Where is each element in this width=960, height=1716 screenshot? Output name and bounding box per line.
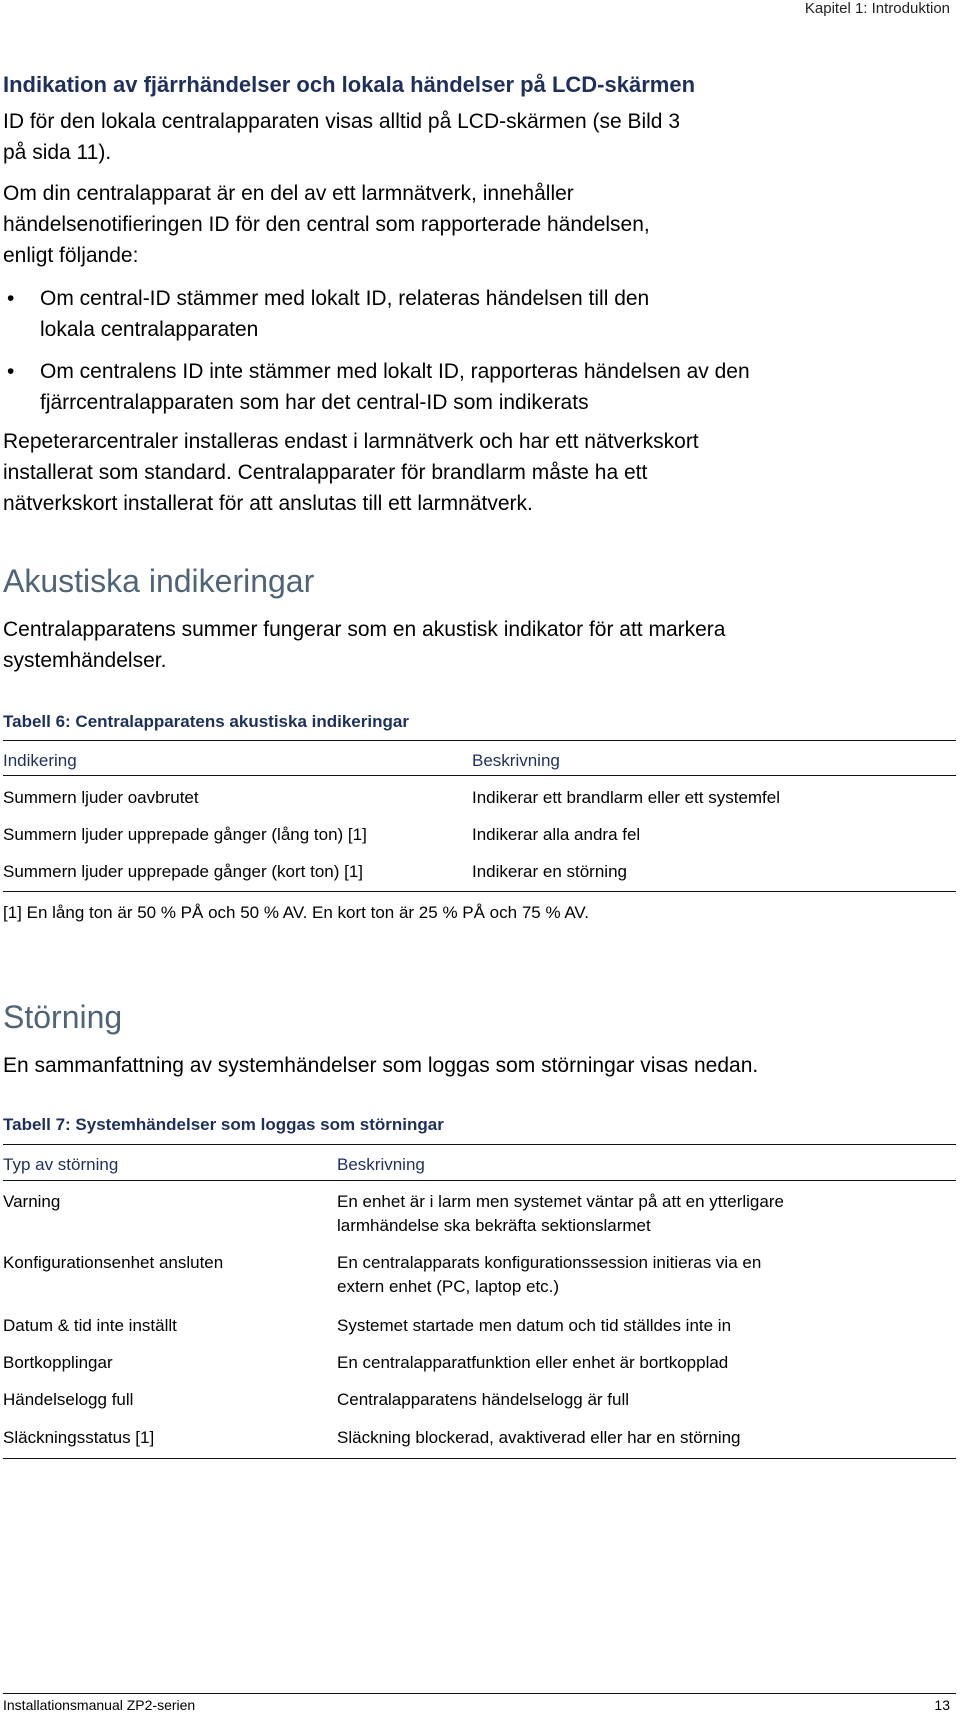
table-cell: Summern ljuder upprepade gånger (kort ton) [1] [3,862,364,881]
table-cell: Indikerar ett brandlarm eller ett systemfel [472,788,781,807]
table-cell: Systemet startade men datum och tid ställdes inte in [337,1316,732,1335]
column-header: Typ av störning [3,1155,119,1174]
table-cell: En centralapparats konfigurationssession initieras via en [337,1253,762,1272]
paragraph-line: händelsenotifieringen ID för den central som rapporterade händelsen, [3,213,650,236]
paragraph-line: ID för den lokala centralapparaten visas alltid på LCD-skärmen (se Bild 3 [3,110,680,133]
table-cell: Konfigurationsenhet ansluten [3,1253,224,1272]
footer-rule [3,1693,956,1694]
column-header: Beskrivning [337,1155,425,1174]
column-header: Beskrivning [472,751,560,770]
table-cell: Släckningsstatus [1] [3,1428,155,1447]
paragraph-line: enligt följande: [3,244,139,267]
paragraph-line: Om din centralapparat är en del av ett larmnätverk, innehåller [3,182,574,205]
table-rule [3,891,956,892]
paragraph-line: systemhändelser. [3,649,167,672]
paragraph-line: Repeterarcentraler installeras endast i larmnätverk och har ett nätverkskort [3,430,699,453]
bullet-text: lokala centralapparaten [40,318,259,341]
table-cell: Händelselogg full [3,1390,134,1409]
fault-heading: Störning [3,999,123,1035]
table-cell: Bortkopplingar [3,1353,113,1372]
paragraph-line: nätverkskort installerat för att anslutas till ett larmnätverk. [3,492,533,515]
table-cell: Indikerar alla andra fel [472,825,641,844]
table-footnote: [1] En lång ton är 50 % PÅ och 50 % AV. En kort ton är 25 % PÅ och 75 % AV. [3,903,589,922]
paragraph-line: installerat som standard. Centralapparater för brandlarm måste ha ett [3,461,648,484]
table-cell: En centralapparatfunktion eller enhet är bortkopplad [337,1353,729,1372]
bullet-text: • Om centralens ID inte stämmer med lokalt ID, rapporteras händelsen av den [40,360,750,383]
table-caption: Tabell 7: Systemhändelser som loggas som störningar [3,1115,444,1134]
bullet-item [3,283,953,345]
table-cell: Släckning blockerad, avaktiverad eller har en störning [337,1428,741,1447]
chapter-header: Kapitel 1: Introduktion [804,0,950,17]
column-header: Indikering [3,751,77,770]
table-cell: extern enhet (PC, laptop etc.) [337,1277,560,1296]
page-number: 13 [934,1697,950,1713]
table-cell: larmhändelse ska bekräfta sektionslarmet [337,1216,651,1235]
table-caption: Tabell 6: Centralapparatens akustiska indikeringar [3,712,409,731]
footer-manual-title: Installationsmanual ZP2-serien [3,1697,196,1713]
table-cell: Datum & tid inte inställt [3,1316,177,1335]
table-cell: Indikerar en störning [472,862,627,881]
bullet-text: • Om central-ID stämmer med lokalt ID, relateras händelsen till den [40,287,650,310]
paragraph-line: Centralapparatens summer fungerar som en akustisk indikator för att markera [3,618,726,641]
table-rule [3,1180,956,1181]
acoustic-heading: Akustiska indikeringar [3,563,315,599]
table-rule [3,1458,956,1459]
bullet-text: fjärrcentralapparaten som har det central-ID som indikerats [40,391,589,414]
paragraph-line: på sida 11). [3,141,112,164]
table-rule [3,1144,956,1145]
table-rule [3,740,956,741]
table-cell: Centralapparatens händelselogg är full [337,1390,630,1409]
table-cell: Summern ljuder oavbrutet [3,788,199,807]
table-cell: Summern ljuder upprepade gånger (lång ton) [1] [3,825,367,844]
bullet-item [3,356,953,418]
table-rule [3,775,956,776]
remote-events-heading: Indikation av fjärrhändelser och lokala händelser på LCD-skärmen [3,72,696,97]
table-cell: En enhet är i larm men systemet väntar på att en ytterligare [337,1192,784,1211]
paragraph-line: En sammanfattning av systemhändelser som loggas som störningar visas nedan. [3,1054,759,1077]
table-cell: Varning [3,1192,61,1211]
